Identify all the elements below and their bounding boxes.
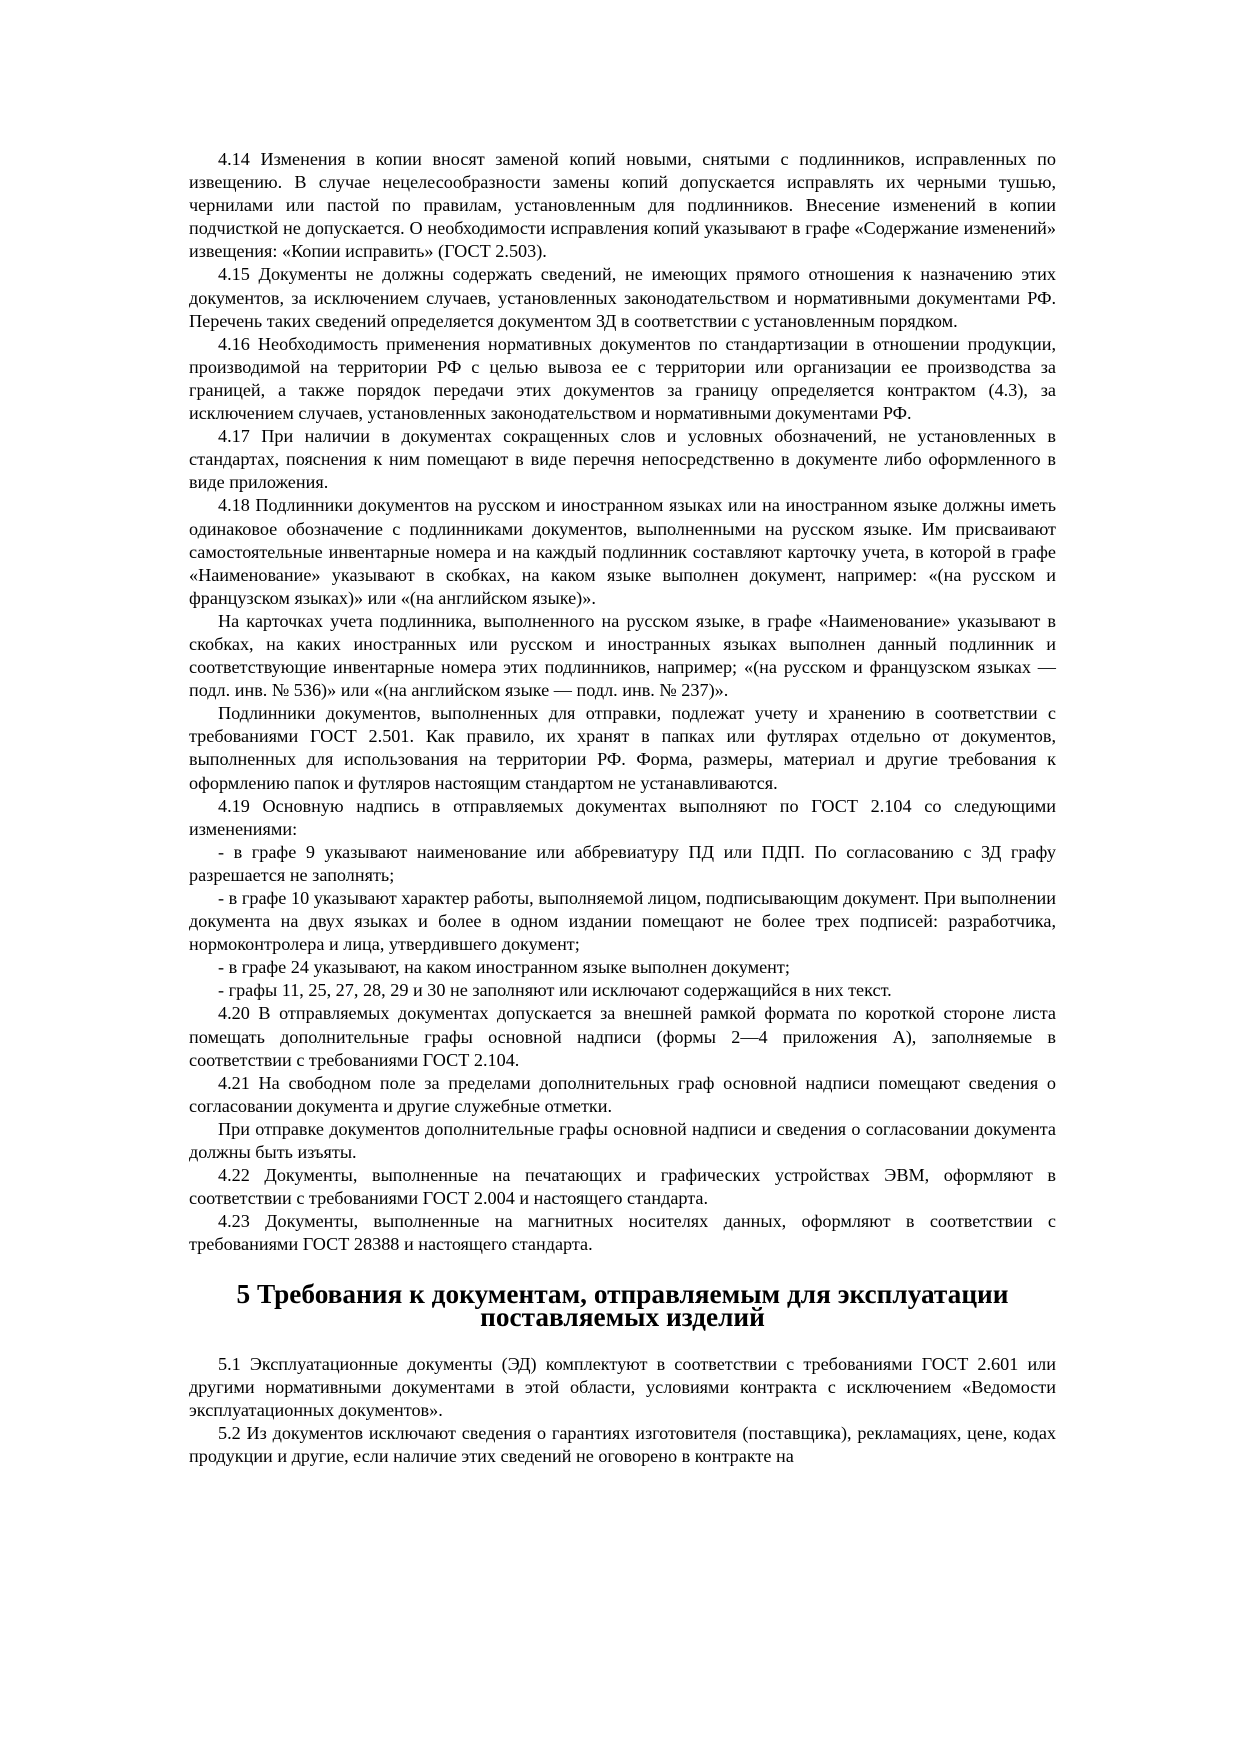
paragraph-5-1: 5.1 Эксплуатационные документы (ЭД) комплектуют в соответствии с требованиями ГОСТ 2.601 или другими нормативными документами в этой области, условиями контракта с исключением «Ведомости эксплуатационных документов». — [189, 1353, 1056, 1420]
paragraph-4-18-cards: На карточках учета подлинника, выполненного на русском языке, в графе «Наименование» указывают в скобках, на каких иностранных или русском и иностранных языках выполнен данный подлинник и соответствующие инвентарные номера этих подлинников, например; «(на русском и французском языках — подл. инв. № 536)» или «(на английском языке — подл. инв. № 237)». — [189, 610, 1056, 701]
paragraph-4-14: 4.14 Изменения в копии вносят заменой копий новыми, снятыми с подлинников, исправленных по извещению. В случае нецелесообразности замены копий допускается исправлять их черными тушью, чернилами или пастой по правилам, установленным для подлинников. Внесение изменений в копии подчисткой не допускается. О необходимости исправления копий указывают в графе «Содержание изменений» извещения: «Копии исправить» (ГОСТ 2.503). — [189, 149, 1056, 262]
paragraph-4-21-sending: При отправке документов дополнительные графы основной надписи и сведения о согласовании документа должны быть изъяты. — [189, 1118, 1056, 1163]
document-page — [189, 148, 1056, 1468]
paragraph-4-19: 4.19 Основную надпись в отправляемых документах выполняют по ГОСТ 2.104 со следующими изменениями: — [189, 795, 1056, 839]
paragraph-4-18-originals: Подлинники документов, выполненных для отправки, подлежат учету и хранению в соответствии с требованиями ГОСТ 2.501. Как правило, их хранят в папках или футлярах отдельно от документов, выполненных для использования на территории РФ. Форма, размеры, материал и другие требования к оформлению папок и футляров настоящим стандартом не устанавливаются. — [189, 703, 1056, 793]
section-heading-5 — [189, 1278, 1056, 1332]
paragraph-4-23: 4.23 Документы, выполненные на магнитных носителях данных, оформляют в соответствии с требованиями ГОСТ 28388 и настоящего стандарта. — [189, 1211, 1056, 1255]
section-heading-line-2: поставляемых изделий — [480, 1301, 765, 1332]
paragraph-4-15: 4.15 Документы не должны содержать сведений, не имеющих прямого отношения к назначению этих документов, за исключением случаев, установленных законодательством и нормативными документами РФ. Перечень таких сведений определяется документом ЗД в соответствии с установленным порядком. — [189, 264, 1056, 331]
list-item-graph-24: - в графе 24 указывают, на каком иностранном языке выполнен документ; — [218, 957, 790, 978]
paragraph-5-2: 5.2 Из документов исключают сведения о гарантиях изготовителя (поставщика), рекламациях, цене, кодах продукции и другие, если наличие этих сведений не оговорено в контракте на — [189, 1422, 1056, 1466]
list-item-graphs-11-30: - графы 11, 25, 27, 28, 29 и 30 не заполняют или исключают содержащийся в них текст. — [218, 980, 892, 1001]
paragraph-4-22: 4.22 Документы, выполненные на печатающих и графических устройствах ЭВМ, оформляют в соответствии с требованиями ГОСТ 2.004 и настоящего стандарта. — [189, 1165, 1056, 1209]
paragraph-4-21: 4.21 На свободном поле за пределами дополнительных граф основной надписи помещают сведения о согласовании документа и другие служебные отметки. — [189, 1072, 1056, 1116]
paragraph-4-18: 4.18 Подлинники документов на русском и иностранном языках или на иностранном языке должны иметь одинаковое обозначение с подлинниками документов, выполненными на русском языке. Им присваивают самостоятельные инвентарные номера и на каждый подлинник составляют карточку учета, в которой в графе «Наименование» указывают в скобках, на каком языке выполнен документ, например: «(на русском и французском языках)» или «(на английском языке)». — [189, 495, 1056, 608]
paragraph-4-16: 4.16 Необходимость применения нормативных документов по стандартизации в отношении продукции, производимой на территории РФ с целью вывоза ее с территории или организации ее производства за границей, а также порядок передачи этих документов за границу определяется контрактом (4.3), за исключением случаев, установленных законодательством и нормативными документами РФ. — [189, 333, 1056, 424]
paragraph-4-20: 4.20 В отправляемых документах допускается за внешней рамкой формата по короткой стороне листа помещать дополнительные графы основной надписи (формы 2—4 приложения А), заполняемые в соответствии с требованиями ГОСТ 2.104. — [189, 1003, 1056, 1070]
section-heading-line-1: 5 Требования к документам, отправляемым для эксплуатации — [236, 1278, 1009, 1309]
list-item-graph-10: - в графе 10 указывают характер работы, выполняемой лицом, подписывающим документ. При выполнении документа на двух языках и более в одном издании помещают не более трех подписей: разработчика, нормоконтролера и лица, утвердившего документ; — [189, 888, 1056, 955]
list-item-graph-9: - в графе 9 указывают наименование или аббревиатуру ПД или ПДП. По согласованию с ЗД графу разрешается не заполнять; — [189, 841, 1056, 885]
paragraph-4-17: 4.17 При наличии в документах сокращенных слов и условных обозначений, не установленных в стандартах, пояснения к ним помещают в виде перечня непосредственно в документе либо оформленного в виде приложения. — [189, 426, 1056, 493]
